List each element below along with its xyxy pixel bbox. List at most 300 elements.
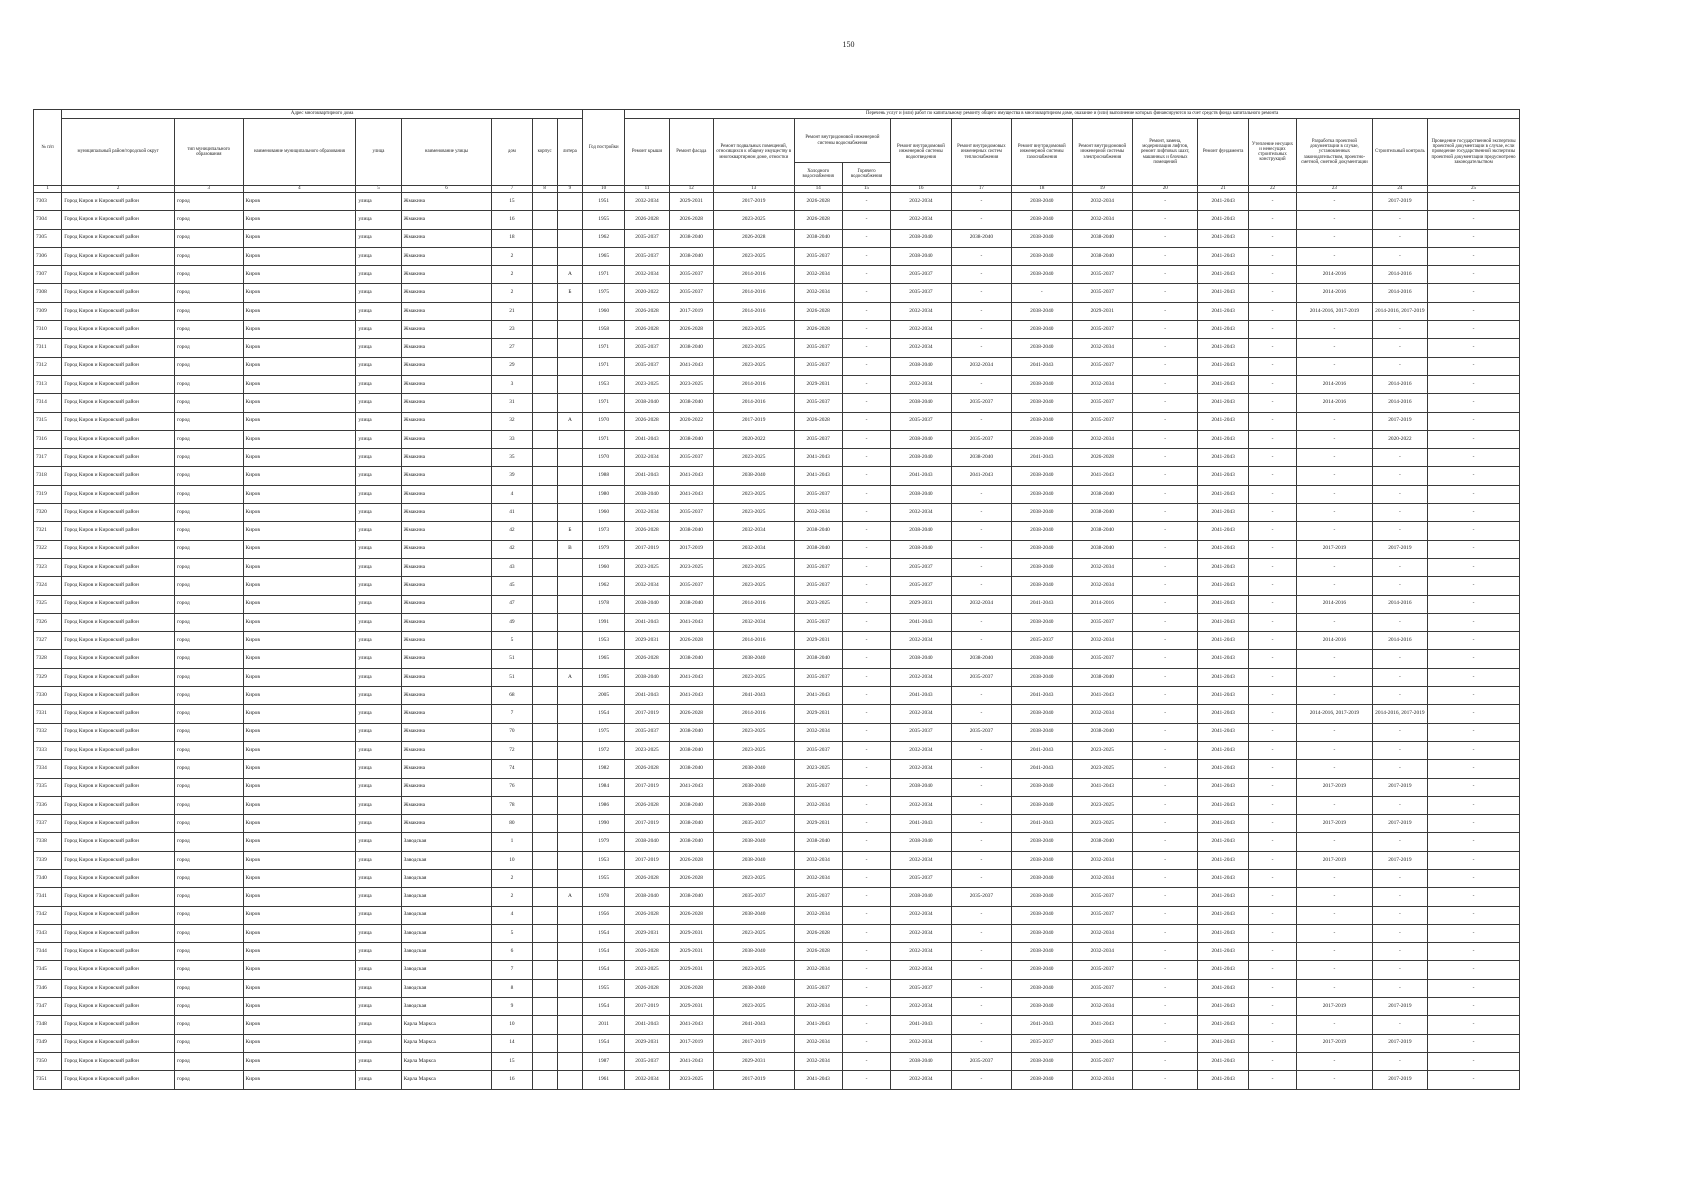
table-cell: 78 bbox=[492, 796, 532, 814]
table-cell: - bbox=[842, 705, 890, 723]
table-cell: 2035-2037 bbox=[951, 430, 1011, 448]
table-cell bbox=[557, 485, 582, 503]
table-cell: Город Киров и Кировский район bbox=[62, 796, 175, 814]
table-cell: 2038-2040 bbox=[1072, 485, 1132, 503]
table-cell: - bbox=[1248, 375, 1296, 393]
table-cell: 2032-2034 bbox=[625, 193, 669, 211]
table-cell: - bbox=[1428, 632, 1520, 650]
table-cell bbox=[532, 1034, 557, 1052]
table-cell: город bbox=[175, 558, 243, 576]
table-cell: улица bbox=[356, 705, 401, 723]
table-cell bbox=[557, 833, 582, 851]
table-cell: город bbox=[175, 302, 243, 320]
table-cell: - bbox=[1297, 229, 1373, 247]
table-cell bbox=[557, 723, 582, 741]
table-cell: 2032-2034 bbox=[794, 1034, 842, 1052]
table-cell: город bbox=[175, 760, 243, 778]
table-cell: - bbox=[951, 998, 1011, 1016]
table-cell: 2032-2034 bbox=[1072, 924, 1132, 942]
table-cell: 2041-2043 bbox=[1198, 668, 1248, 686]
table-cell: 2014-2016 bbox=[1297, 266, 1373, 284]
table-cell: - bbox=[951, 247, 1011, 265]
table-cell: - bbox=[1297, 449, 1373, 467]
table-cell: 2032-2034 bbox=[1072, 193, 1132, 211]
table-cell: - bbox=[951, 906, 1011, 924]
col-header-foundation: Ремонт фундамента bbox=[1198, 119, 1248, 186]
table-cell: 2038-2040 bbox=[1012, 888, 1072, 906]
table-cell: - bbox=[1132, 211, 1197, 229]
table-cell: Киров bbox=[243, 687, 356, 705]
table-cell bbox=[557, 687, 582, 705]
table-cell: - bbox=[1428, 924, 1520, 942]
table-cell: 2041-2043 bbox=[1072, 778, 1132, 796]
table-cell: 2041-2043 bbox=[891, 687, 951, 705]
table-cell: - bbox=[1297, 668, 1373, 686]
table-cell: город bbox=[175, 1016, 243, 1034]
table-cell: - bbox=[1248, 522, 1296, 540]
table-cell: 49 bbox=[492, 613, 532, 631]
table-cell: Заводская bbox=[401, 888, 492, 906]
table-cell: - bbox=[842, 650, 890, 668]
table-cell: 7329 bbox=[34, 668, 62, 686]
table-cell: А bbox=[557, 266, 582, 284]
table-row bbox=[34, 632, 1520, 650]
table-cell: 2035-2037 bbox=[891, 577, 951, 595]
address-group-header: Адрес многоквартирного дома bbox=[62, 110, 583, 119]
table-cell: 2035-2037 bbox=[713, 888, 794, 906]
table-cell: 1991 bbox=[583, 613, 625, 631]
table-cell: - bbox=[1428, 687, 1520, 705]
table-cell: Киров bbox=[243, 650, 356, 668]
table-cell: город bbox=[175, 1071, 243, 1089]
table-cell: 2017-2019 bbox=[669, 540, 713, 558]
table-cell: - bbox=[1132, 302, 1197, 320]
table-cell: Город Киров и Кировский район bbox=[62, 449, 175, 467]
table-cell: 16 bbox=[492, 1071, 532, 1089]
table-cell: город bbox=[175, 394, 243, 412]
table-cell: 2038-2040 bbox=[1012, 193, 1072, 211]
table-cell: - bbox=[1132, 558, 1197, 576]
table-cell: 2038-2040 bbox=[1012, 211, 1072, 229]
table-cell: - bbox=[1372, 467, 1427, 485]
table-cell: город bbox=[175, 998, 243, 1016]
table-cell: 2038-2040 bbox=[713, 851, 794, 869]
table-cell: улица bbox=[356, 778, 401, 796]
table-cell: 2038-2040 bbox=[1012, 394, 1072, 412]
table-cell: 2041-2043 bbox=[891, 467, 951, 485]
table-cell: 2038-2040 bbox=[1072, 668, 1132, 686]
table-cell: 15 bbox=[492, 193, 532, 211]
table-cell: 2041-2043 bbox=[1198, 650, 1248, 668]
table-cell: улица bbox=[356, 467, 401, 485]
table-cell: 2035-2037 bbox=[625, 247, 669, 265]
column-number-cell: 2 bbox=[62, 186, 175, 193]
table-cell: Город Киров и Кировский район bbox=[62, 266, 175, 284]
table-cell: - bbox=[1132, 229, 1197, 247]
table-cell: 2038-2040 bbox=[669, 522, 713, 540]
table-cell: - bbox=[1297, 1016, 1373, 1034]
table-cell: Киров bbox=[243, 979, 356, 997]
table-cell: город bbox=[175, 851, 243, 869]
table-cell: 72 bbox=[492, 741, 532, 759]
column-number-cell: 24 bbox=[1372, 186, 1427, 193]
table-cell: - bbox=[842, 339, 890, 357]
table-cell: - bbox=[1248, 412, 1296, 430]
table-cell: 2041-2043 bbox=[1198, 394, 1248, 412]
table-cell: Город Киров и Кировский район bbox=[62, 1016, 175, 1034]
table-cell: 2035-2037 bbox=[794, 613, 842, 631]
table-cell: - bbox=[951, 705, 1011, 723]
table-cell: Киров bbox=[243, 632, 356, 650]
table-cell: Киров bbox=[243, 778, 356, 796]
table-cell: 2032-2034 bbox=[891, 504, 951, 522]
table-cell: 2032-2034 bbox=[1072, 558, 1132, 576]
table-row bbox=[34, 906, 1520, 924]
table-cell: улица bbox=[356, 851, 401, 869]
table-row bbox=[34, 449, 1520, 467]
table-cell: - bbox=[842, 979, 890, 997]
table-cell: 2041-2043 bbox=[1198, 558, 1248, 576]
table-cell: Киров bbox=[243, 1071, 356, 1089]
column-number-cell: 23 bbox=[1297, 186, 1373, 193]
table-cell: 2017-2019 bbox=[713, 1071, 794, 1089]
table-cell bbox=[532, 595, 557, 613]
table-cell: 2023-2025 bbox=[713, 357, 794, 375]
table-cell: 2035-2037 bbox=[669, 266, 713, 284]
table-cell: - bbox=[1132, 705, 1197, 723]
table-row bbox=[34, 961, 1520, 979]
table-cell: Жмакина bbox=[401, 650, 492, 668]
table-cell: 2035-2037 bbox=[1072, 650, 1132, 668]
table-cell: - bbox=[1248, 924, 1296, 942]
table-cell: - bbox=[1428, 357, 1520, 375]
table-cell: 1973 bbox=[583, 522, 625, 540]
table-cell: 2014-2016 bbox=[1372, 375, 1427, 393]
table-cell: 2035-2037 bbox=[669, 577, 713, 595]
table-cell: 2035-2037 bbox=[951, 1052, 1011, 1070]
table-cell: 2038-2040 bbox=[1012, 924, 1072, 942]
table-cell bbox=[532, 632, 557, 650]
table-cell: Заводская bbox=[401, 833, 492, 851]
table-cell: - bbox=[1132, 321, 1197, 339]
table-cell: Жмакина bbox=[401, 540, 492, 558]
table-cell bbox=[532, 247, 557, 265]
table-cell: 2041-2043 bbox=[1198, 449, 1248, 467]
table-cell: - bbox=[1428, 302, 1520, 320]
table-cell: улица bbox=[356, 998, 401, 1016]
table-cell: - bbox=[1248, 815, 1296, 833]
table-cell: Киров bbox=[243, 522, 356, 540]
table-cell: 2032-2034 bbox=[891, 375, 951, 393]
table-cell: 42 bbox=[492, 522, 532, 540]
table-cell: 2041-2043 bbox=[1198, 906, 1248, 924]
table-cell: 2041-2043 bbox=[625, 687, 669, 705]
table-header bbox=[34, 110, 1520, 193]
capital-repair-table-container bbox=[33, 109, 1520, 1090]
column-number-cell: 4 bbox=[243, 186, 356, 193]
table-row bbox=[34, 284, 1520, 302]
table-cell bbox=[557, 1016, 582, 1034]
table-cell: улица bbox=[356, 796, 401, 814]
table-cell: 2032-2034 bbox=[1072, 998, 1132, 1016]
table-cell bbox=[557, 577, 582, 595]
table-cell: - bbox=[1428, 613, 1520, 631]
table-cell: - bbox=[1428, 760, 1520, 778]
table-cell bbox=[532, 650, 557, 668]
table-cell: 42 bbox=[492, 540, 532, 558]
table-cell: улица bbox=[356, 632, 401, 650]
table-cell: 2038-2040 bbox=[1012, 1052, 1072, 1070]
table-cell: 1955 bbox=[583, 869, 625, 887]
table-cell: Жмакина bbox=[401, 412, 492, 430]
table-cell: - bbox=[1428, 851, 1520, 869]
table-cell: улица bbox=[356, 577, 401, 595]
column-number-cell: 22 bbox=[1248, 186, 1296, 193]
table-row bbox=[34, 595, 1520, 613]
table-cell bbox=[557, 998, 582, 1016]
table-cell: 2035-2037 bbox=[891, 412, 951, 430]
table-cell: - bbox=[1248, 961, 1296, 979]
column-number-cell: 12 bbox=[669, 186, 713, 193]
table-cell: 2038-2040 bbox=[669, 760, 713, 778]
table-cell: 2023-2025 bbox=[713, 485, 794, 503]
table-cell: - bbox=[951, 851, 1011, 869]
table-cell: - bbox=[1428, 741, 1520, 759]
table-cell: улица bbox=[356, 558, 401, 576]
table-cell: город bbox=[175, 833, 243, 851]
table-cell: 68 bbox=[492, 687, 532, 705]
table-cell: 2038-2040 bbox=[794, 833, 842, 851]
table-cell: 7314 bbox=[34, 394, 62, 412]
table-cell: - bbox=[842, 741, 890, 759]
table-cell: Город Киров и Кировский район bbox=[62, 833, 175, 851]
table-cell: 2038-2040 bbox=[713, 778, 794, 796]
table-cell: 74 bbox=[492, 760, 532, 778]
table-cell: - bbox=[842, 449, 890, 467]
column-number-cell: 16 bbox=[891, 186, 951, 193]
table-cell bbox=[557, 1034, 582, 1052]
table-cell: - bbox=[951, 522, 1011, 540]
table-cell: 2041-2043 bbox=[1198, 284, 1248, 302]
table-cell: 2041-2043 bbox=[794, 467, 842, 485]
table-cell: 2041-2043 bbox=[1198, 430, 1248, 448]
table-cell: 1954 bbox=[583, 924, 625, 942]
table-cell: 2041-2043 bbox=[669, 668, 713, 686]
table-cell: - bbox=[1248, 595, 1296, 613]
table-cell: Карла Маркса bbox=[401, 1016, 492, 1034]
table-cell: Киров bbox=[243, 613, 356, 631]
column-number-cell: 7 bbox=[492, 186, 532, 193]
table-cell: 2038-2040 bbox=[891, 247, 951, 265]
table-cell: - bbox=[1428, 504, 1520, 522]
table-cell: 1958 bbox=[583, 321, 625, 339]
table-cell: 2023-2025 bbox=[1072, 796, 1132, 814]
table-cell: - bbox=[1248, 229, 1296, 247]
table-cell: Киров bbox=[243, 1052, 356, 1070]
table-cell: 2032-2034 bbox=[625, 1071, 669, 1089]
table-cell: 2032-2034 bbox=[1072, 577, 1132, 595]
table-cell: 2038-2040 bbox=[1012, 540, 1072, 558]
table-cell: 2032-2034 bbox=[891, 998, 951, 1016]
col-header-year: Год постройки bbox=[583, 110, 625, 186]
col-header-korpus: корпус bbox=[532, 119, 557, 186]
table-cell: 2032-2034 bbox=[891, 321, 951, 339]
table-cell: город bbox=[175, 247, 243, 265]
table-cell: 1954 bbox=[583, 1034, 625, 1052]
table-cell: Город Киров и Кировский район bbox=[62, 321, 175, 339]
table-cell: 2032-2034 bbox=[1072, 430, 1132, 448]
table-cell: 2041-2043 bbox=[669, 687, 713, 705]
table-cell: 7348 bbox=[34, 1016, 62, 1034]
table-cell: - bbox=[842, 577, 890, 595]
table-cell: - bbox=[1428, 888, 1520, 906]
table-cell: - bbox=[1428, 229, 1520, 247]
table-cell: 2023-2025 bbox=[713, 741, 794, 759]
table-cell: 2026-2028 bbox=[794, 302, 842, 320]
table-cell: Киров bbox=[243, 961, 356, 979]
table-cell: город bbox=[175, 778, 243, 796]
table-cell: Город Киров и Кировский район bbox=[62, 906, 175, 924]
table-cell: Город Киров и Кировский район bbox=[62, 979, 175, 997]
table-cell: 2041-2043 bbox=[1072, 1016, 1132, 1034]
table-cell: - bbox=[1428, 1016, 1520, 1034]
table-cell: 76 bbox=[492, 778, 532, 796]
table-cell: Киров bbox=[243, 193, 356, 211]
table-cell: - bbox=[1132, 760, 1197, 778]
table-cell: 2026-2028 bbox=[669, 979, 713, 997]
table-cell: 2038-2040 bbox=[1072, 504, 1132, 522]
table-cell: - bbox=[1248, 888, 1296, 906]
table-cell: 2017-2019 bbox=[1372, 412, 1427, 430]
table-cell: 2017-2019 bbox=[669, 1034, 713, 1052]
table-cell: - bbox=[951, 504, 1011, 522]
table-cell: - bbox=[951, 833, 1011, 851]
table-cell: 2038-2040 bbox=[951, 650, 1011, 668]
table-cell: 2026-2028 bbox=[794, 211, 842, 229]
table-cell: 2014-2016 bbox=[1297, 632, 1373, 650]
table-cell: 7303 bbox=[34, 193, 62, 211]
table-cell: 2032-2034 bbox=[1072, 211, 1132, 229]
table-cell: 2038-2040 bbox=[1012, 430, 1072, 448]
table-cell: Жмакина bbox=[401, 321, 492, 339]
table-cell: - bbox=[1428, 266, 1520, 284]
table-cell: 2038-2040 bbox=[1072, 540, 1132, 558]
table-cell: - bbox=[842, 321, 890, 339]
table-cell: город bbox=[175, 632, 243, 650]
table-cell bbox=[532, 394, 557, 412]
table-cell bbox=[557, 760, 582, 778]
table-cell: - bbox=[842, 851, 890, 869]
table-cell: 3 bbox=[492, 375, 532, 393]
table-cell: 2041-2043 bbox=[1198, 979, 1248, 997]
table-cell: 2038-2040 bbox=[1012, 906, 1072, 924]
table-cell: 2023-2025 bbox=[713, 247, 794, 265]
table-cell: Жмакина bbox=[401, 339, 492, 357]
col-header-no: № п/п bbox=[34, 110, 62, 186]
table-cell: - bbox=[1132, 815, 1197, 833]
table-cell: улица bbox=[356, 522, 401, 540]
table-cell: Город Киров и Кировский район bbox=[62, 1052, 175, 1070]
col-header-sewer: Ремонт внутридомовой инженерной системы водоотведения bbox=[891, 119, 951, 186]
table-cell: Жмакина bbox=[401, 558, 492, 576]
table-cell: - bbox=[1248, 796, 1296, 814]
table-cell: - bbox=[1297, 1071, 1373, 1089]
table-cell: 2023-2025 bbox=[1072, 815, 1132, 833]
table-cell: 2014-2016 bbox=[1372, 595, 1427, 613]
column-number-cell: 25 bbox=[1428, 186, 1520, 193]
table-cell: 80 bbox=[492, 815, 532, 833]
table-cell: 2017-2019 bbox=[1297, 540, 1373, 558]
table-cell: 2035-2037 bbox=[951, 723, 1011, 741]
table-cell bbox=[557, 467, 582, 485]
table-cell bbox=[532, 302, 557, 320]
table-cell: - bbox=[1297, 485, 1373, 503]
table-cell bbox=[532, 430, 557, 448]
table-cell: 2041-2043 bbox=[1198, 998, 1248, 1016]
table-cell: 7339 bbox=[34, 851, 62, 869]
table-cell: 1962 bbox=[583, 229, 625, 247]
table-cell: 2014-2016, 2017-2019 bbox=[1372, 705, 1427, 723]
table-cell: Город Киров и Кировский район bbox=[62, 815, 175, 833]
table-cell: город bbox=[175, 211, 243, 229]
table-cell: 2041-2043 bbox=[1198, 705, 1248, 723]
table-cell bbox=[532, 741, 557, 759]
table-cell: 7311 bbox=[34, 339, 62, 357]
table-cell: улица bbox=[356, 687, 401, 705]
table-cell: - bbox=[1248, 741, 1296, 759]
table-cell: 2038-2040 bbox=[713, 943, 794, 961]
table-cell: 2041-2043 bbox=[1198, 339, 1248, 357]
table-cell: 2038-2040 bbox=[1072, 247, 1132, 265]
column-number-cell: 19 bbox=[1072, 186, 1132, 193]
table-cell: 2041-2043 bbox=[1072, 687, 1132, 705]
table-cell: - bbox=[842, 760, 890, 778]
table-cell bbox=[557, 394, 582, 412]
table-row bbox=[34, 211, 1520, 229]
table-cell: 2032-2034 bbox=[1072, 1071, 1132, 1089]
table-cell: - bbox=[1248, 430, 1296, 448]
table-cell: - bbox=[1297, 357, 1373, 375]
table-cell: улица bbox=[356, 815, 401, 833]
table-cell: 7323 bbox=[34, 558, 62, 576]
table-row bbox=[34, 979, 1520, 997]
table-cell: Город Киров и Кировский район bbox=[62, 540, 175, 558]
table-row bbox=[34, 522, 1520, 540]
column-number-cell: 14 bbox=[794, 186, 842, 193]
table-cell: 2032-2034 bbox=[625, 449, 669, 467]
table-cell: - bbox=[1132, 687, 1197, 705]
table-cell: 2014-2016 bbox=[713, 284, 794, 302]
table-cell: - bbox=[842, 284, 890, 302]
table-cell: 2014-2016, 2017-2019 bbox=[1297, 705, 1373, 723]
table-cell: Жмакина bbox=[401, 467, 492, 485]
table-cell: 2023-2025 bbox=[669, 375, 713, 393]
table-cell: Город Киров и Кировский район bbox=[62, 375, 175, 393]
table-cell: 2038-2040 bbox=[1012, 247, 1072, 265]
table-cell: 2038-2040 bbox=[1012, 979, 1072, 997]
table-cell: город bbox=[175, 869, 243, 887]
table-cell: 7324 bbox=[34, 577, 62, 595]
table-cell: - bbox=[1248, 998, 1296, 1016]
table-cell: 2038-2040 bbox=[891, 540, 951, 558]
table-cell bbox=[532, 924, 557, 942]
table-cell bbox=[557, 211, 582, 229]
table-cell: 2041-2043 bbox=[1198, 869, 1248, 887]
table-cell: Город Киров и Кировский район bbox=[62, 869, 175, 887]
table-cell: 51 bbox=[492, 650, 532, 668]
table-cell: - bbox=[1297, 613, 1373, 631]
table-cell: Киров bbox=[243, 668, 356, 686]
